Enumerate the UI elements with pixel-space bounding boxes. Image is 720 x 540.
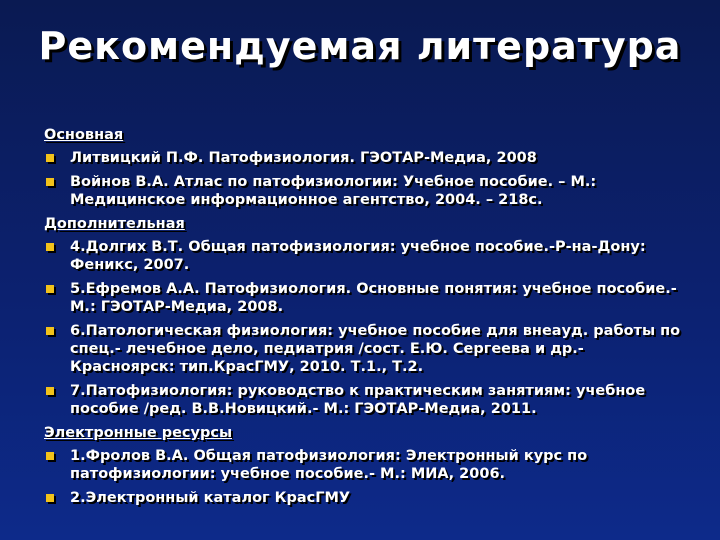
list-item — [44, 238, 684, 274]
list-item-text: 2.Электронный каталог КрасГМУ — [70, 490, 351, 506]
square-bullet-icon — [46, 452, 54, 460]
list-item — [44, 173, 684, 209]
list-item — [44, 382, 684, 418]
section-additional — [44, 215, 684, 418]
section-heading: Электронные ресурсы — [44, 425, 233, 441]
list-item-text: 1.Фролов В.А. Общая патофизиология: Электронный курс по патофизиологии: учебное пособие.- М.: МИА, 2006. — [70, 448, 588, 482]
slide-title: Рекомендуемая литература — [38, 24, 682, 68]
square-bullet-icon — [46, 387, 54, 395]
section-heading: Дополнительная — [44, 216, 185, 232]
slide-content — [44, 126, 684, 513]
list-item-text: 4.Долгих В.Т. Общая патофизиология: учебное пособие.-Р-на-Дону: Феникс, 2007. — [70, 239, 646, 273]
square-bullet-icon — [46, 178, 54, 186]
list-item-text: Войнов В.А. Атлас по патофизиологии: Учебное пособие. – М.: Медицинское информационное агентство, 2004. – 218с. — [70, 174, 597, 208]
section-main — [44, 126, 684, 209]
section-heading: Основная — [44, 127, 124, 143]
list-item — [44, 149, 684, 167]
list-item — [44, 280, 684, 316]
list-item-text: 7.Патофизиология: руководство к практическим занятиям: учебное пособие /ред. В.В.Новицкий.- М.: ГЭОТАР-Медиа, 2011. — [70, 383, 646, 417]
list-item-text: 6.Патологическая физиология: учебное пособие для внеауд. работы по спец.- лечебное дело, педиатрия /сост. Е.Ю. Сергеева и др.- Красноярск: тип.КрасГМУ, 2010. Т.1., Т.2. — [70, 323, 681, 375]
square-bullet-icon — [46, 494, 54, 502]
square-bullet-icon — [46, 285, 54, 293]
list-item — [44, 447, 684, 483]
list-item — [44, 489, 684, 507]
square-bullet-icon — [46, 154, 54, 162]
section-electronic — [44, 424, 684, 507]
square-bullet-icon — [46, 327, 54, 335]
square-bullet-icon — [46, 243, 54, 251]
list-item-text: Литвицкий П.Ф. Патофизиология. ГЭОТАР-Медиа, 2008 — [70, 150, 537, 166]
list-item-text: 5.Ефремов А.А. Патофизиология. Основные понятия: учебное пособие.- М.: ГЭОТАР-Медиа, 2008. — [70, 281, 677, 315]
list-item — [44, 322, 684, 376]
